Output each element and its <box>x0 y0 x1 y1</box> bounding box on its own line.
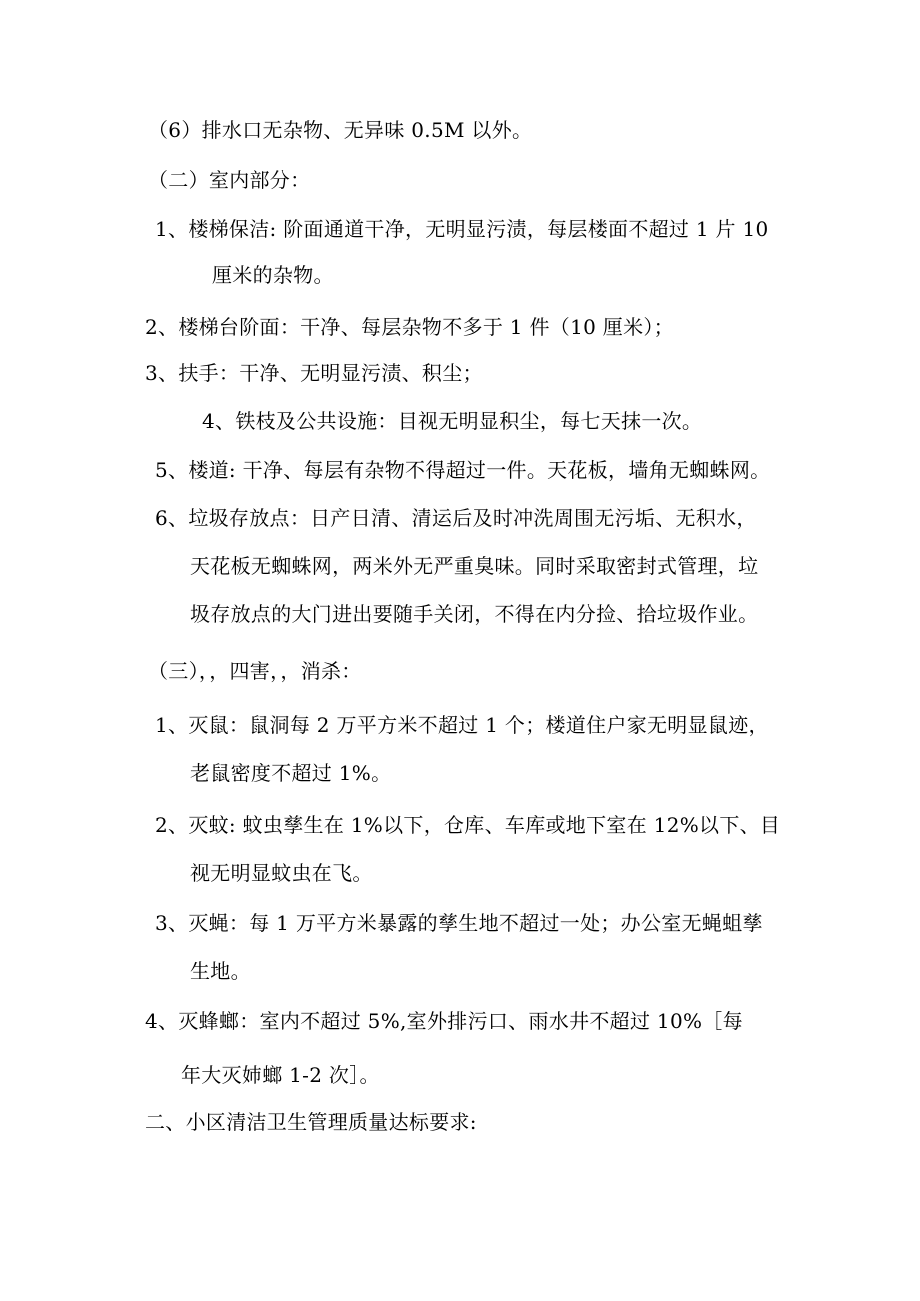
text-line: 2、灭蚊: 蚊虫孳生在 1%以下，仓库、车库或地下室在 12%以下、目 <box>155 813 781 837</box>
text-line: 3、扶手：干净、无明显污渍、积尘； <box>145 361 483 385</box>
text-line: 2、楼梯台阶面：干净、每层杂物不多于 1 件（10 厘米）； <box>145 315 674 339</box>
text-line: 天花板无蜘蛛网，两米外无严重臭味。同时采取密封式管理，垃 <box>190 554 759 578</box>
text-line: 老鼠密度不超过 1%。 <box>190 761 392 785</box>
text-line: 1、灭鼠：鼠洞每 2 万平方米不超过 1 个；楼道住户家无明显鼠迹， <box>155 713 769 737</box>
text-line: 厘米的杂物。 <box>212 263 334 287</box>
text-line: 4、铁枝及公共设施：目视无明显积尘，每七天抹一次。 <box>202 409 703 433</box>
text-line: 4、灭蜂螂：室内不超过 5%,室外排污口、雨水井不超过 10%［每 <box>145 1009 743 1033</box>
text-line: 生地。 <box>190 959 251 983</box>
section-heading: （三），，四害，，消杀： <box>148 659 362 683</box>
text-line: 年大灭姉螂 1-2 次］。 <box>181 1063 380 1087</box>
text-line: 圾存放点的大门进出要随手关闭，不得在内分捡、拾垃圾作业。 <box>190 602 759 626</box>
text-line: 5、楼道: 干净、每层有杂物不得超过一件。天花板，墙角无蜘蛛网。 <box>155 458 771 482</box>
section-heading: 二、小区清洁卫生管理质量达标要求: <box>145 1110 477 1134</box>
section-heading: （二）室内部分： <box>148 168 311 192</box>
text-line: 视无明显蚊虫在飞。 <box>190 861 373 885</box>
text-line: 1、楼梯保洁: 阶面通道干净，无明显污渍，每层楼面不超过 1 片 10 <box>155 217 769 241</box>
text-line: 3、灭蝇：每 1 万平方米暴露的孳生地不超过一处；办公室无蝇蛆孳 <box>155 911 763 935</box>
text-line: 6、垃圾存放点：日产日清、清运后及时冲洗周围无污垢、无积水， <box>155 506 757 530</box>
text-line: （6）排水口无杂物、无异味 0.5M 以外。 <box>148 118 533 142</box>
